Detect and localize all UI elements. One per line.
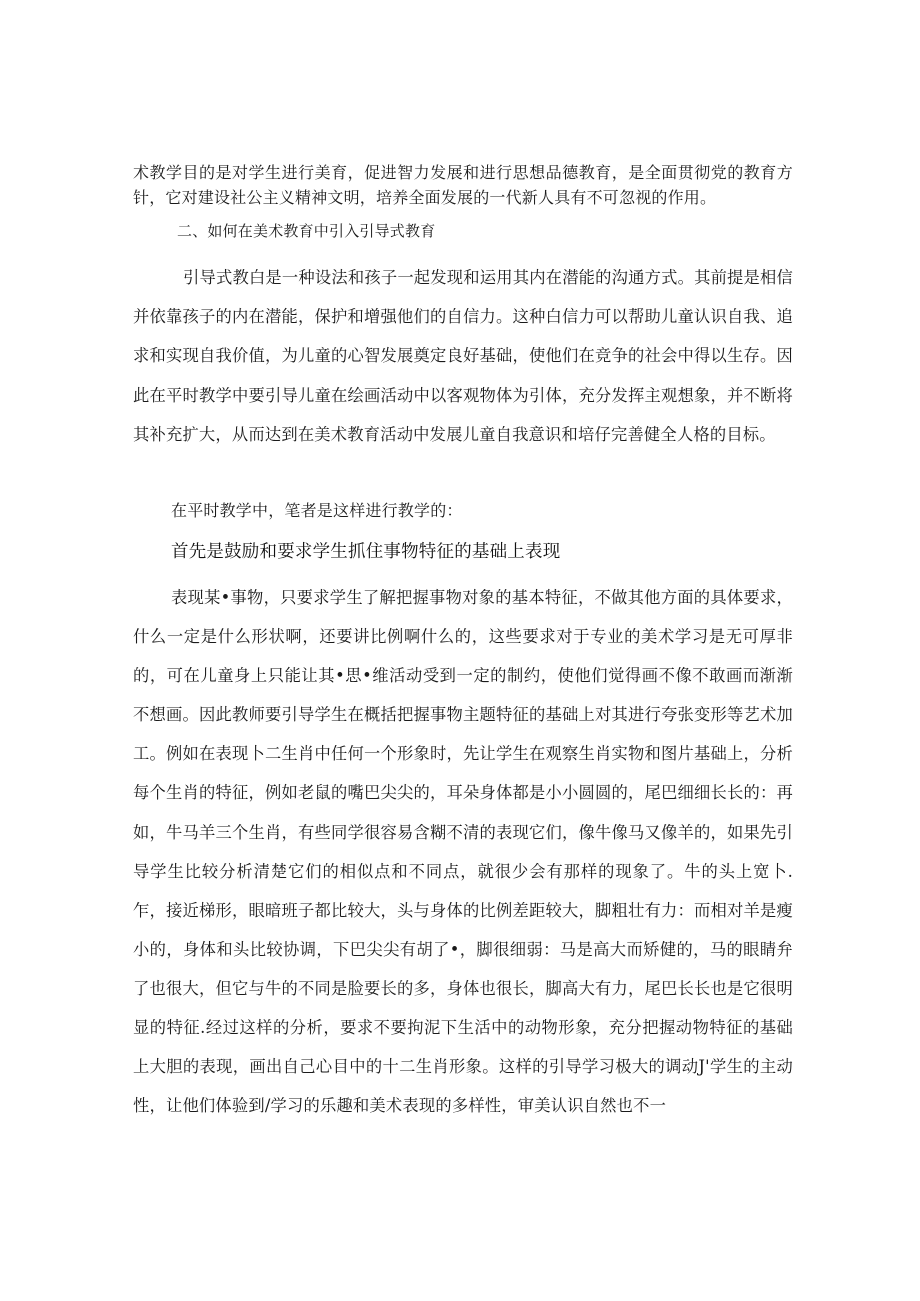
- paragraph-guided-education: 引导式教白是一种设法和孩子一起发现和运用其内在潜能的沟通方式。其前提是相信并依靠孩子的内在潜能，保护和增强他们的自信力。这种白信力可以帮助儿童认识自我、追求和实现自我价值，为儿童的心智发展奠定良好基础，使他们在竞争的社会中得以生存。因此在平时教学中要引导儿童在绘画活动中以客观物体为引体，充分发挥主观想象，并不断将其补充扩大，从而达到在美术教育活动中发展儿童自我意识和培仔完善健全人格的目标。: [133, 268, 793, 444]
- paragraph-teaching-method: 在平时教学中，笔者是这样进行教学的：: [171, 501, 463, 520]
- subsection-heading: 首先是鼓励和要求学生抓住事物特征的基础上表现: [171, 542, 561, 562]
- paragraph-features: 表现某•事物，只要求学生了解把握事物对象的基本特征，不做其他方面的具体要求，什么一定是什么形状啊，还要讲比例啊什么的，这些要求对于专业的美术学习是无可厚非的，可在儿童身上只能让其•思•维活动受到一定的制约，使他们觉得画不像不敢画而渐渐不想画。因此教师要引导学生在概括把握事物主题特征的基础上对其进行夸张变形等艺术加工。例如在表现卜二生肖中任何一个形象时，先让学生在观察生肖实物和图片基础上，分析每个生肖的特征，例如老鼠的嘴巴尖尖的，耳朵身体都是小小圆圆的，尾巴细细长长的：再如，牛马羊三个生肖，有些同学很容易含糊不清的表现它们，像牛像马又像羊的，如果先引导学生比较分析清楚它们的相似点和不同点，就很少会有那样的现象了。牛的头上宽卜.乍，接近梯形，眼暗班子都比较大，头与身体的比例差距较大，脚粗壮有力：而相对羊是瘦小的，身体和头比较协调，下巴尖尖有胡了•，脚很细弱：马是高大而矫健的，马的眼睛弁了也很大，但它与牛的不同是脸要长的多，身体也很长，脚高大有力，尾巴长长也是它很明显的特征.经过这样的分析，要求不要拘泥下生活中的动物形象，充分把握动物特征的基础上大胆的表现，画出自己心目中的十二生肖形象。这样的引导学习极大的调动J'学生的主动性，让他们体验到/学习的乐趣和美术表现的多样性，审美认识自然也不一: [133, 588, 793, 1116]
- section-heading: 二、如何在美术教育中引入引导式教育: [177, 222, 436, 240]
- paragraph-intro: 术教学目的是对学生进行美育，促进智力发展和进行思想品德教育，是全面贯彻党的教育方针，它对建设社公主义精神文明，培养全面发展的一代新人具有不可忽视的作用。: [133, 163, 793, 207]
